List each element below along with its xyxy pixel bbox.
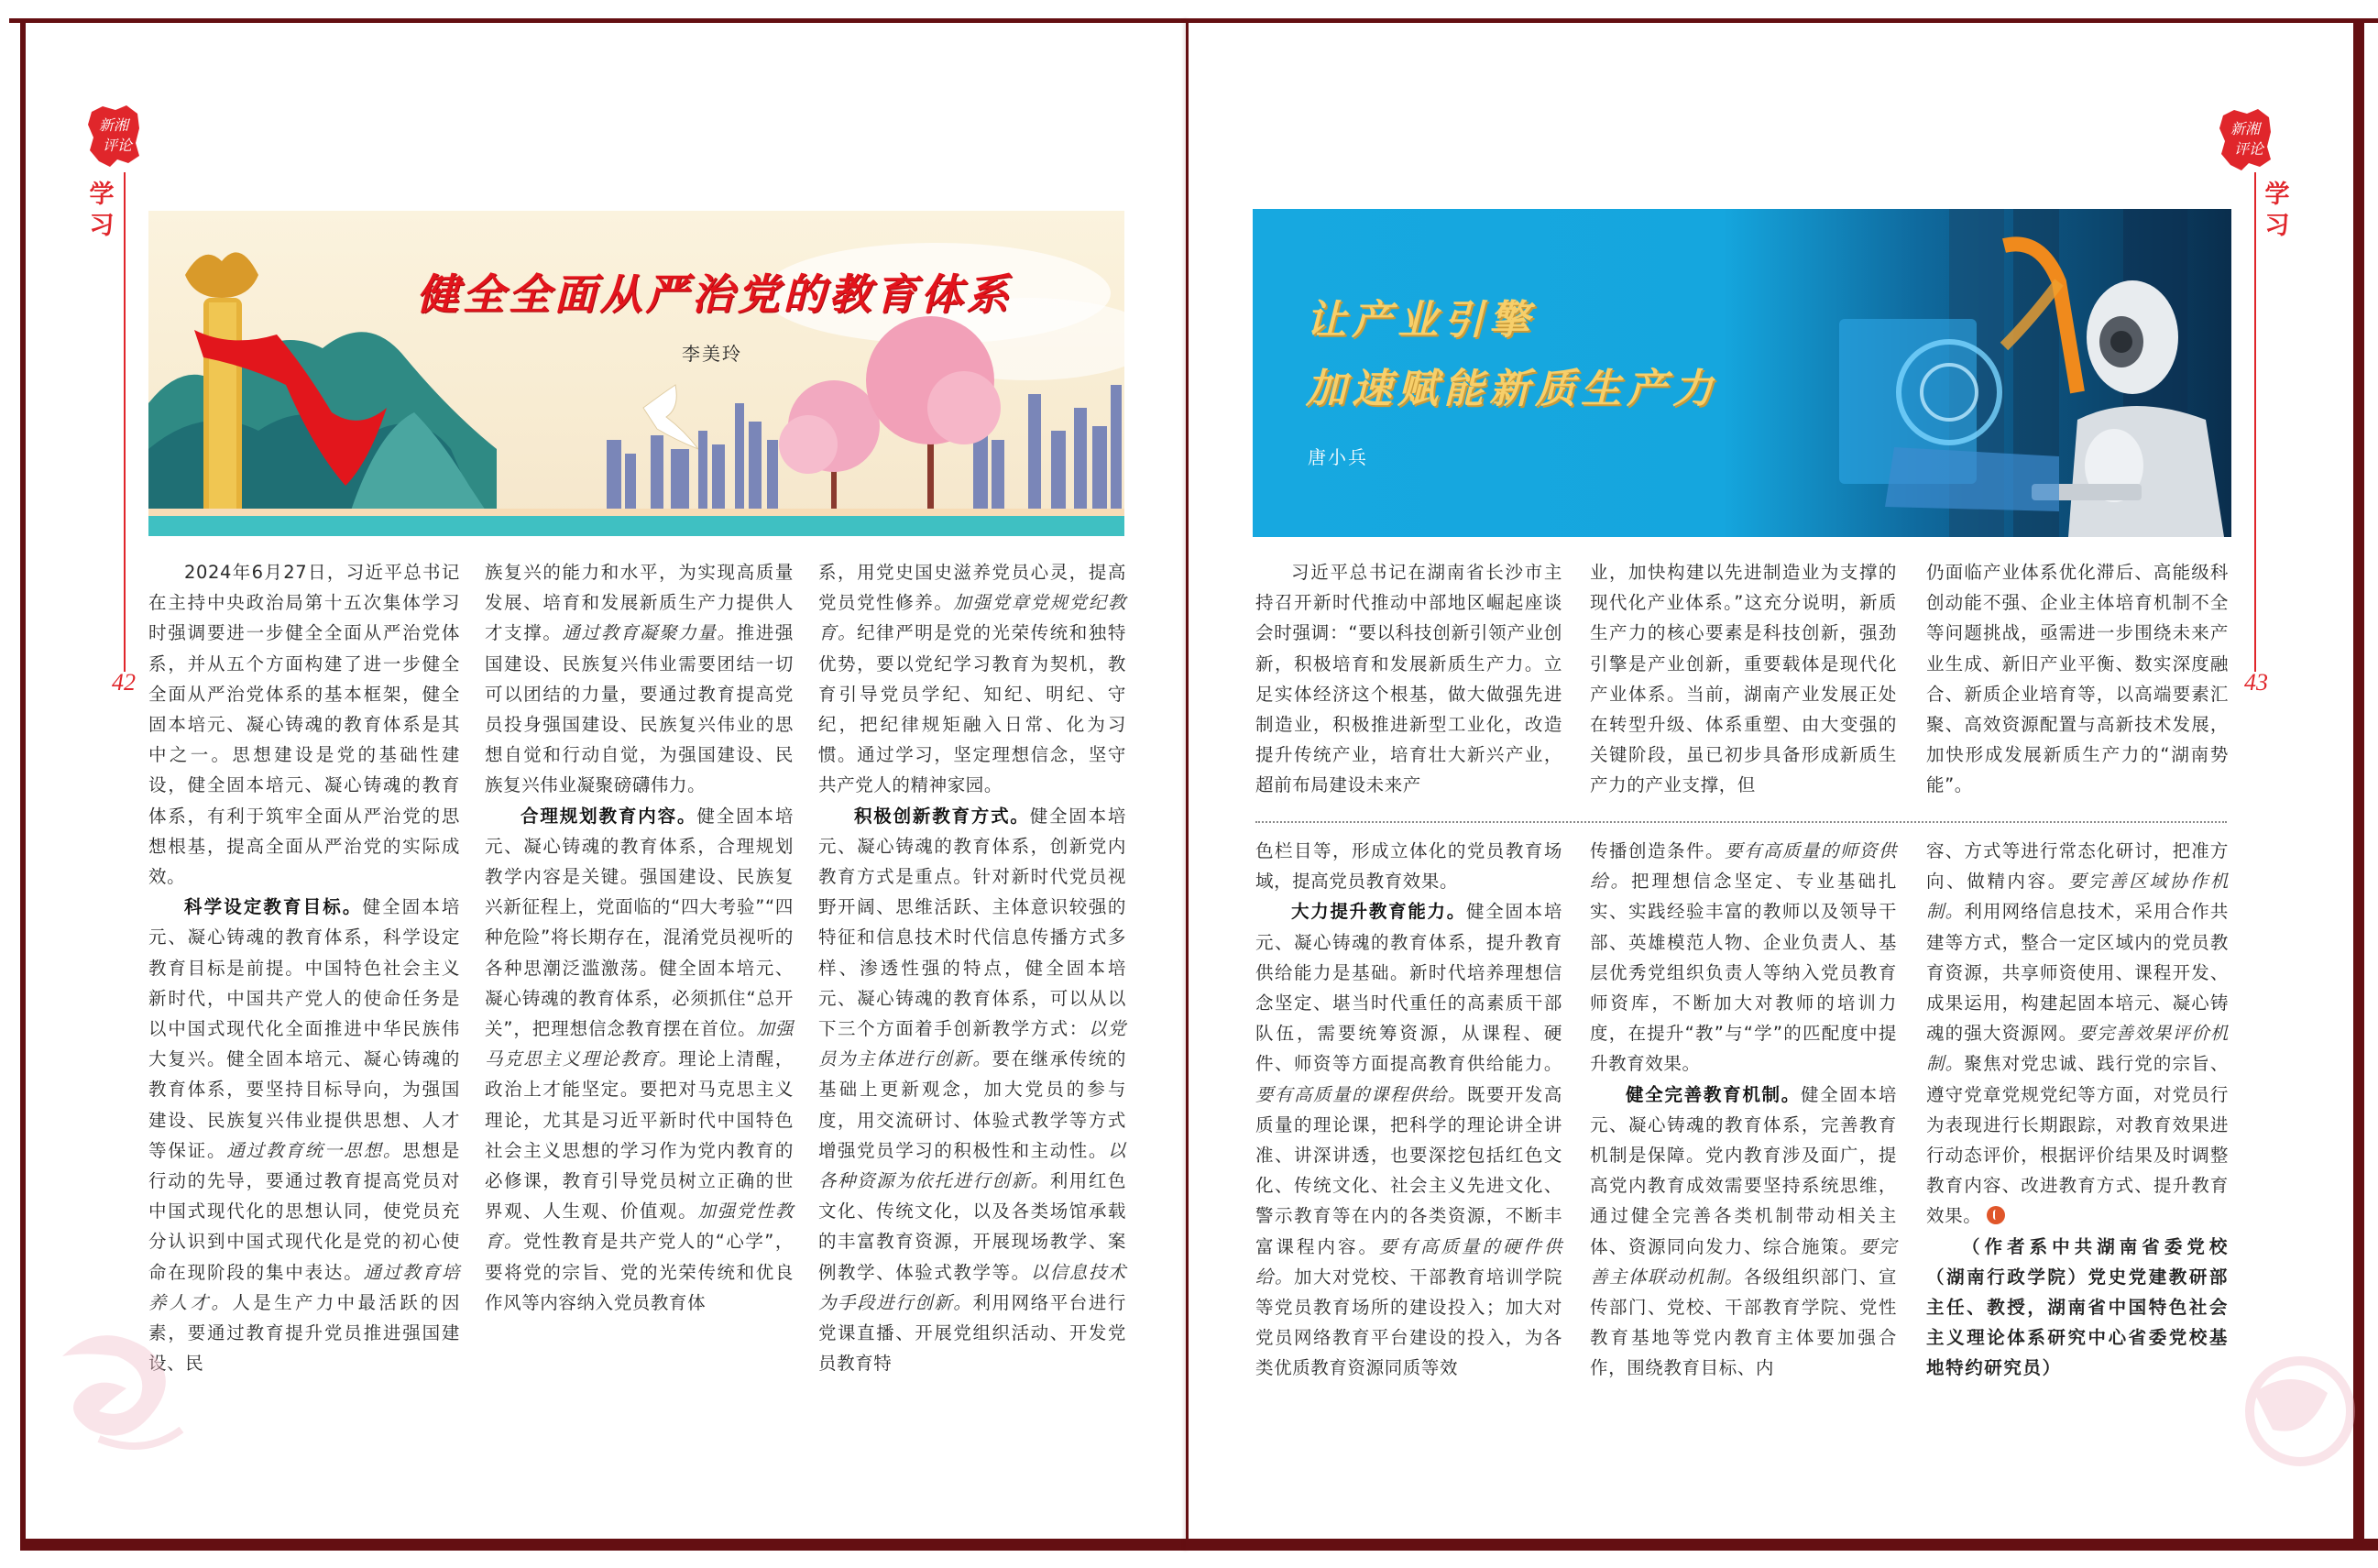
body-text: 党性教育是共产党人的“心学”，要将党的宗旨、党的光荣传统和优良作风等内容纳入党员教育体 — [485, 1231, 794, 1313]
body-text: 聚焦对党忠诚、践行党的宗旨、遵守党章党规党纪等方面，对党员行为表现进行长期跟踪，对教育效果进行动态评价，根据评价结果及时调整教育内容、改进教育方式、提升教育效果。 — [1926, 1053, 2230, 1227]
right-intro-column-3 — [1926, 557, 2229, 801]
article-paragraph — [1590, 1080, 1897, 1384]
continued-column-1 — [1255, 836, 1562, 1384]
body-text: 健全固本培元、凝心铸魂的教育体系，科学设定教育目标是前提。中国特色社会主义新时代，中国共产党人的使命任务是以中国式现代化全面推进中华民族伟大复兴。健全固本培元、凝心铸魂的教育体系，要坚持目标导向，为强国建设、民族复兴伟业提供思想、人才等保证。 — [148, 896, 460, 1161]
section-heading: 合理规划教育内容。 — [521, 805, 697, 827]
section-heading: 健全完善教育机制。 — [1626, 1083, 1801, 1105]
svg-text:新湘: 新湘 — [2230, 120, 2261, 137]
sub-point-emphasis: 要完善区域协作机制。 — [1926, 871, 2229, 923]
section-divider-dotted — [1255, 821, 2227, 823]
intro-paragraph: 仍面临产业体系优化滞后、高能级科创动能不强、企业主体培育机制不全等问题挑战，亟需进一步围绕未来产业生成、新旧产业平衡、数实深度融合、新质企业培育等，以高端要素汇聚、高效资源配置与高新技术发展，加快形成发展新质生产力的“湖南势能”。 — [1926, 562, 2229, 796]
sub-point-emphasis: 要有高质量的课程供给。 — [1255, 1083, 1467, 1105]
page-frame-top — [9, 18, 2378, 23]
article-paragraph — [818, 557, 1126, 801]
page-frame-left — [20, 18, 26, 1551]
article-banner-right — [1253, 209, 2231, 537]
body-text: 思想是行动的先导，要通过教育提高党员对中国式现代化的思想认同，使党员充分认识到中国式现代化是党的初心使命在现阶段的集中表达。 — [148, 1139, 461, 1283]
body-text: 纪律严明是党的光荣传统和独特优势，要以党纪学习教育为契机，教育引导党员学纪、知纪、明纪、守纪，把纪律规矩融入日常、化为习惯。通过学习，坚定理想信念，坚守共产党人的精神家园。 — [818, 622, 1126, 796]
body-text: 加大对党校、干部教育培训学院等党员教育场所的建设投入；加大对党员网络教育平台建设的投入，为各类优质教育资源同质等效 — [1255, 1266, 1563, 1379]
article-author: 李美玲 — [682, 343, 742, 365]
phoenix-watermark-icon — [2218, 1338, 2355, 1475]
article-paragraph — [148, 557, 460, 892]
body-text: 容、方式等进行常态化研讨，把准方向、做精内容。 — [1926, 840, 2229, 893]
body-text: 把理想信念坚定、专业基础扎实、实践经验丰富的教师以及领导干部、英雄模范人物、企业负责人、基层优秀党组织负责人等纳入党员教育师资库，不断加大对教师的培训力度，在提升“教”与“学”的匹配度中提升教育效果。 — [1590, 871, 1897, 1075]
margin-rule — [124, 172, 126, 672]
right-intro-column-1 — [1255, 557, 1562, 801]
article-paragraph — [1590, 836, 1897, 1080]
sub-point-emphasis: 通过教育统一思想。 — [226, 1139, 403, 1161]
article-paragraph — [1255, 896, 1562, 1383]
left-article-column-1 — [148, 557, 460, 1378]
left-article-column-3 — [818, 557, 1126, 1378]
article-paragraph — [485, 557, 794, 801]
body-text: 健全固本培元、凝心铸魂的教育体系，提升教育供给能力是基础。新时代培养理想信念坚定、堪当时代重任的高素质干部队伍，需要统筹资源，从课程、硬件、师资等方面提高教育供给能力。 — [1255, 901, 1562, 1075]
body-text: 健全固本培元、凝心铸魂的教育体系，完善教育机制是保障。党内教育涉及面广，提高党内教育成效需要坚持系统思维，通过健全完善各类机制带动相关主体、资源同向发力、综合施策。 — [1590, 1083, 1897, 1257]
body-text: 族复兴的能力和水平，为实现高质量发展、培育和发展新质生产力提供人才支撑。 — [485, 562, 794, 644]
author-bio — [1926, 1232, 2229, 1384]
continued-column-3 — [1926, 836, 2229, 1384]
phoenix-watermark-icon — [44, 1320, 209, 1457]
article-banner-left — [148, 211, 1124, 536]
section-heading: 科学设定教育目标。 — [184, 896, 363, 918]
body-text: 利用网络平台进行党课直播、开展党组织活动、开发党员教育特 — [818, 1291, 1126, 1375]
article-paragraph — [1926, 836, 2229, 1232]
banner-illustration-huabiao-skyline — [148, 211, 1124, 536]
page-frame-bottom — [20, 1539, 2378, 1551]
margin-rule — [2254, 172, 2256, 672]
body-text: 健全固本培元、凝心铸魂的教育体系，合理规划教学内容是关键。强国建设、民族复兴新征程上，党面临的“四大考验”“四种危险”将长期存在，混淆党员视听的各种思潮泛滥激荡。健全固本培元、凝心铸魂的教育体系，必须抓住“总开关”，把理想信念教育摆在首位。 — [485, 805, 794, 1040]
sub-point-emphasis: 以信息技术为手段进行创新。 — [818, 1261, 1126, 1313]
left-article-column-2 — [485, 557, 794, 1318]
body-text: （作者系中共湖南省委党校（湖南行政学院）党史党建教研部主任、教授，湖南省中国特色社会主义理论体系研究中心省委党校基地特约研究员） — [1926, 1235, 2229, 1379]
sub-point-emphasis: 加强马克思主义理论教育。 — [485, 1018, 794, 1070]
article-paragraph — [1255, 836, 1562, 896]
body-text: 传播创造条件。 — [1590, 840, 1725, 861]
article-paragraph — [148, 892, 460, 1378]
body-text: 利用网络信息技术，采用合作共建等方式，整合一定区域内的党员教育资源，共享师资使用、课程开发、成果运用，构建起固本培元、凝心铸魂的强大资源网。 — [1926, 901, 2230, 1045]
article-title: 健全全面从严治党的教育体系 — [416, 269, 1013, 319]
sub-point-emphasis: 通过教育凝聚力量。 — [562, 622, 737, 644]
magazine-seal-logo-icon — [84, 103, 143, 169]
sub-point-emphasis: 要有高质量的硬件供给。 — [1255, 1235, 1562, 1288]
body-text: 人是生产力中最活跃的因素，要通过教育提升党员推进强国建设、民 — [148, 1291, 460, 1375]
body-text: 要在继承传统的基础上更新观念，加大党员的参与度，用交流研讨、体验式教学等方式增强党员学习的积极性和主动性。 — [818, 1048, 1127, 1161]
body-text: 各级组织部门、宣传部门、党校、干部教育学院、党性教育基地等党内教育主体要加强合作，围绕教育目标、内 — [1590, 1266, 1897, 1379]
body-text: 色栏目等，形成立体化的党员教育场域，提高党员教育效果。 — [1255, 840, 1562, 893]
section-heading: 大力提升教育能力。 — [1291, 901, 1466, 923]
svg-text:评论: 评论 — [102, 137, 133, 154]
body-text: 2024年6月27日，习近平总书记在主持中央政治局第十五次集体学习时强调要进一步健全全面从严治党体系，并从五个方面构建了进一步健全全面从严治党体系的基本框架，健全固本培元、凝心铸魂的教育体系是其中之一。思想建设是党的基础性建设，健全固本培元、凝心铸魂的教育体系，有利于筑牢全面从严治党的思想根基，提高全面从严治党的实际成效。 — [148, 562, 460, 888]
sub-point-emphasis: 通过教育培养人才。 — [148, 1261, 460, 1313]
sub-point-emphasis: 以各种资源为依托进行创新。 — [818, 1139, 1126, 1192]
article-title-line-2: 加速赋能新质生产力 — [1306, 366, 1718, 412]
sub-point-emphasis: 要完善主体联动机制。 — [1590, 1235, 1897, 1288]
book-spine-divider — [1186, 18, 1189, 1551]
sub-point-emphasis: 要有高质量的师资供给。 — [1590, 840, 1897, 893]
body-text: 理论上清醒，政治上才能坚定。要把对马克思主义理论，尤其是习近平新时代中国特色社会主义思想的学习作为党内教育的必修课，教育引导党员树立正确的世界观、人生观、价值观。 — [485, 1048, 794, 1223]
article-paragraph — [485, 801, 794, 1318]
intro-paragraph: 业，加快构建以先进制造业为支撑的现代化产业体系。”这充分说明，新质生产力的核心要素是科技创新，强劲引擎是产业创新，重要载体是现代化产业体系。当前，湖南产业发展正处在转型升级、体系重塑、由大变强的关键阶段，虽已初步具备形成新质生产力的产业支撑，但 — [1590, 562, 1897, 796]
page-frame-right — [2353, 18, 2364, 1551]
section-label: 学 习 — [89, 181, 115, 240]
page-number-left: 42 — [112, 669, 136, 696]
sub-point-emphasis: 以党员为主体进行创新。 — [818, 1018, 1127, 1070]
article-paragraph — [818, 801, 1126, 1379]
section-heading: 积极创新教育方式。 — [854, 805, 1030, 827]
right-intro-column-2 — [1590, 557, 1897, 801]
sub-point-emphasis: 加强党章党规党纪教育。 — [818, 592, 1126, 644]
article-author: 唐小兵 — [1308, 446, 1368, 468]
sub-point-emphasis: 加强党性教育。 — [485, 1201, 794, 1253]
page-number-right: 43 — [2244, 669, 2268, 696]
intro-paragraph: 习近平总书记在湖南省长沙市主持召开新时代推动中部地区崛起座谈会时强调：“要以科技创新引领产业创新，积极培育和发展新质生产力。立足实体经济这个根基，做大做强先进制造业，积极推进新型工业化，改造提升传统产业，培育壮大新兴产业，超前布局建设未来产 — [1255, 562, 1562, 796]
body-text: 推进强国建设、民族复兴伟业需要团结一切可以团结的力量，要通过教育提高党员投身强国建设、民族复兴伟业的思想自觉和行动自觉，为强国建设、民族复兴伟业凝聚磅礴伟力。 — [485, 622, 794, 796]
body-text: 系，用党史国史滋养党员心灵，提高党员党性修养。 — [818, 562, 1126, 614]
magazine-seal-logo-icon — [2216, 106, 2274, 172]
article-title-line-1: 让产业引擎 — [1306, 297, 1535, 344]
body-text: 健全固本培元、凝心铸魂的教育体系，创新党内教育方式是重点。针对新时代党员视野开阔、思维活跃、主体意识较强的特征和信息技术时代信息传播方式多样、渗透性强的特点，健全固本培元、凝心铸魂的教育体系，可以从以下三个方面着手创新教学方式： — [818, 805, 1126, 1040]
section-label: 学 习 — [2264, 181, 2290, 240]
svg-text:新湘: 新湘 — [98, 116, 129, 134]
sub-point-emphasis: 要完善效果评价机制。 — [1926, 1023, 2229, 1075]
svg-text:评论: 评论 — [2233, 140, 2264, 158]
body-text: 利用红色文化、传统文化，以及各类场馆承载的丰富教育资源，开展现场教学、案例教学、体验式教学等。 — [818, 1170, 1126, 1283]
end-of-article-icon — [1987, 1206, 2005, 1224]
continued-column-2 — [1590, 836, 1897, 1384]
body-text: 既要开发高质量的理论课，把科学的理论讲全讲准、讲深讲透，也要深挖包括红色文化、传统文化、社会主义先进文化、警示教育等在内的各类资源，不断丰富课程内容。 — [1255, 1083, 1562, 1257]
